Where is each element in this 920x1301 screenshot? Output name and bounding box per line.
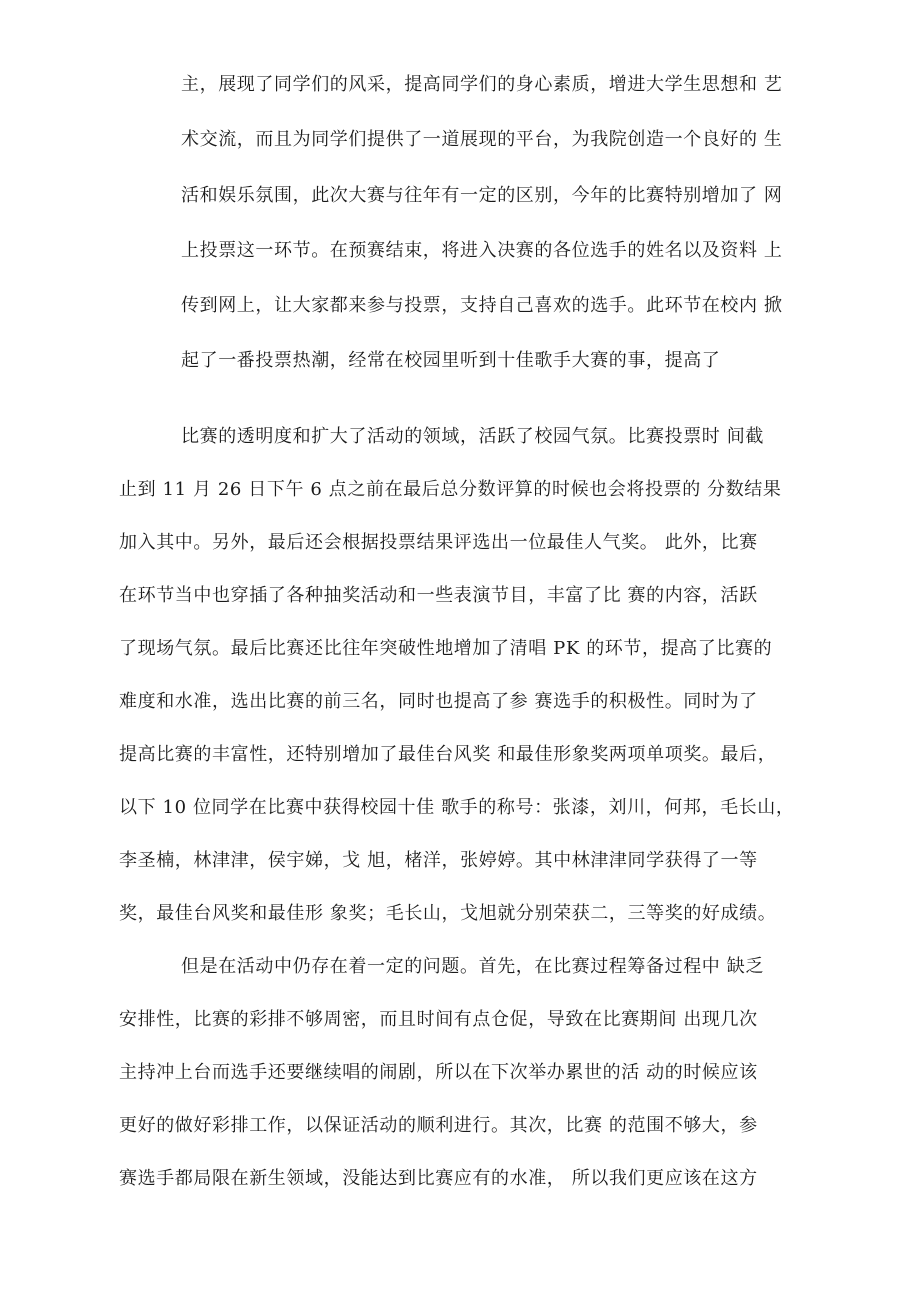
text-line: 在环节当中也穿插了各种抽奖活动和一些表演节目，丰富了比 赛的内容，活跃 <box>119 585 758 606</box>
text-line: 主，展现了同学们的风采，提高同学们的身心素质，增进大学生思想和 艺 <box>181 74 783 95</box>
text-line: 奖，最佳台风奖和最佳形 象奖；毛长山，戈旭就分别荣获二，三等奖的好成绩。 <box>119 903 777 924</box>
text-line: 起了一番投票热潮，经常在校园里听到十佳歌手大赛的事，提高了 <box>181 350 721 371</box>
text-line: 李圣楠，林津津，侯宇娣，戈 旭，楮洋，张婷婷。其中林津津同学获得了一等 <box>119 850 758 871</box>
text-line: 上投票这一环节。在预赛结束，将进入决赛的各位选手的姓名以及资料 上 <box>181 240 783 261</box>
text-line: 但是在活动中仍存在着一定的问题。首先，在比赛过程筹备过程中 缺乏 <box>181 956 764 977</box>
text-line: 比赛的透明度和扩大了活动的领域，活跃了校园气氛。比赛投票时 间截 <box>181 426 764 447</box>
text-line: 更好的做好彩排工作，以保证活动的顺利进行。其次，比赛 的范围不够大，参 <box>119 1115 758 1136</box>
text-line: 术交流，而且为同学们提供了一道展现的平台，为我院创造一个良好的 生 <box>181 129 783 150</box>
text-line: 以下 10 位同学在比赛中获得校园十佳 歌手的称号：张漆，刘川，何邦，毛长山， <box>119 797 795 818</box>
text-line: 难度和水准，选出比赛的前三名，同时也提高了参 赛选手的积极性。同时为了 <box>119 691 758 712</box>
text-line: 主持冲上台而选手还要继续唱的闹剧，所以在下次举办累世的活 动的时候应该 <box>119 1062 758 1083</box>
text-line: 加入其中。另外，最后还会根据投票结果评选出一位最佳人气奖。 此外，比赛 <box>119 532 758 553</box>
text-line: 赛选手都局限在新生领域，没能达到比赛应有的水准， 所以我们更应该在这方 <box>119 1168 758 1189</box>
text-line: 止到 11 月 26 日下午 6 点之前在最后总分数评算的时候也会将投票的 分数结果 <box>119 479 782 500</box>
text-line: 传到网上，让大家都来参与投票，支持自己喜欢的选手。此环节在校内 掀 <box>181 295 783 316</box>
text-line: 提高比赛的丰富性，还特别增加了最佳台风奖 和最佳形象奖两项单项奖。最后， <box>119 744 777 765</box>
text-line: 安排性，比赛的彩排不够周密，而且时间有点仓促，导致在比赛期间 出现几次 <box>119 1009 758 1030</box>
text-line: 了现场气氛。最后比赛还比往年突破性地增加了清唱 PK 的环节，提高了比赛的 <box>119 638 773 659</box>
text-line: 活和娱乐氛围，此次大赛与往年有一定的区别，今年的比赛特别增加了 网 <box>181 185 783 206</box>
